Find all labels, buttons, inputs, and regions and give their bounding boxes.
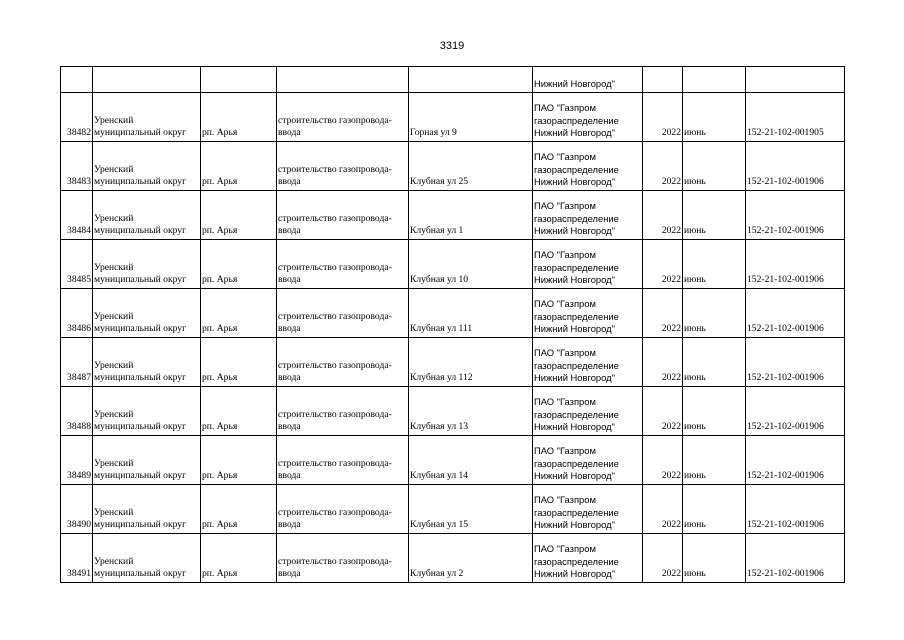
cell-year [643,67,683,93]
cell-year: 2022 [643,142,683,191]
cell-code: 152-21-102-001906 [746,534,845,583]
table-row [61,485,845,534]
cell-num: 38487 [61,338,93,387]
cell-address: Клубная ул 25 [409,142,533,191]
cell-num: 38491 [61,534,93,583]
cell-address: Клубная ул 1 [409,191,533,240]
cell-owner: ПАО "Газпром газораспределение Нижний Новгород" [533,387,643,436]
cell-settlement [201,67,277,93]
cell-settlement: рп. Арья [201,338,277,387]
cell-address: Клубная ул 112 [409,338,533,387]
cell-address: Клубная ул 15 [409,485,533,534]
cell-month: июнь [683,191,746,240]
cell-year: 2022 [643,338,683,387]
cell-code: 152-21-102-001906 [746,485,845,534]
cell-settlement: рп. Арья [201,436,277,485]
cell-year: 2022 [643,289,683,338]
cell-month: июнь [683,485,746,534]
table-row [61,240,845,289]
cell-code: 152-21-102-001905 [746,93,845,142]
cell-code: 152-21-102-001906 [746,240,845,289]
cell-month: июнь [683,142,746,191]
cell-num: 38489 [61,436,93,485]
cell-district: Уренский муниципальный округ [93,387,201,436]
cell-owner: ПАО "Газпром газораспределение Нижний Новгород" [533,534,643,583]
cell-work: строительство газопровода- ввода [277,93,409,142]
cell-num: 38483 [61,142,93,191]
table-row [61,142,845,191]
table-row [61,387,845,436]
cell-month [683,67,746,93]
cell-code: 152-21-102-001906 [746,387,845,436]
cell-address: Клубная ул 10 [409,240,533,289]
cell-code: 152-21-102-001906 [746,289,845,338]
cell-month: июнь [683,436,746,485]
page-number: 3319 [439,40,465,52]
cell-month: июнь [683,387,746,436]
cell-settlement: рп. Арья [201,93,277,142]
cell-month: июнь [683,289,746,338]
cell-address: Клубная ул 2 [409,534,533,583]
cell-settlement: рп. Арья [201,142,277,191]
table-row [61,191,845,240]
cell-address: Клубная ул 14 [409,436,533,485]
cell-year: 2022 [643,191,683,240]
cell-work: строительство газопровода- ввода [277,534,409,583]
table-row [61,338,845,387]
cell-work: строительство газопровода- ввода [277,436,409,485]
cell-year: 2022 [643,485,683,534]
cell-district: Уренский муниципальный округ [93,436,201,485]
cell-year: 2022 [643,436,683,485]
cell-district: Уренский муниципальный округ [93,142,201,191]
cell-district: Уренский муниципальный округ [93,289,201,338]
cell-owner: ПАО "Газпром газораспределение Нижний Новгород" [533,338,643,387]
cell-work: строительство газопровода- ввода [277,387,409,436]
cell-district: Уренский муниципальный округ [93,240,201,289]
cell-settlement: рп. Арья [201,289,277,338]
cell-month: июнь [683,240,746,289]
cell-address: Горная ул 9 [409,93,533,142]
cell-work: строительство газопровода- ввода [277,485,409,534]
cell-work: строительство газопровода- ввода [277,191,409,240]
cell-district [93,67,201,93]
cell-work: строительство газопровода- ввода [277,289,409,338]
cell-year: 2022 [643,387,683,436]
cell-code [746,67,845,93]
cell-district: Уренский муниципальный округ [93,338,201,387]
cell-settlement: рп. Арья [201,240,277,289]
table-row [61,436,845,485]
cell-address: Клубная ул 13 [409,387,533,436]
cell-year: 2022 [643,240,683,289]
cell-month: июнь [683,534,746,583]
table-body [61,67,845,583]
cell-num: 38486 [61,289,93,338]
cell-month: июнь [683,93,746,142]
cell-district: Уренский муниципальный округ [93,191,201,240]
cell-settlement: рп. Арья [201,387,277,436]
cell-num: 38484 [61,191,93,240]
cell-num: 38485 [61,240,93,289]
cell-num [61,67,93,93]
table-row [61,289,845,338]
registry-table [60,66,845,583]
cell-work: строительство газопровода- ввода [277,240,409,289]
cell-district: Уренский муниципальный округ [93,93,201,142]
cell-owner: Нижний Новгород" [533,67,643,93]
cell-num: 38482 [61,93,93,142]
cell-work: строительство газопровода- ввода [277,142,409,191]
table-row [61,534,845,583]
table-row [61,93,845,142]
cell-owner: ПАО "Газпром газораспределение Нижний Новгород" [533,93,643,142]
cell-owner: ПАО "Газпром газораспределение Нижний Новгород" [533,191,643,240]
cell-code: 152-21-102-001906 [746,338,845,387]
cell-year: 2022 [643,534,683,583]
cell-owner: ПАО "Газпром газораспределение Нижний Новгород" [533,142,643,191]
cell-work [277,67,409,93]
cell-district: Уренский муниципальный округ [93,534,201,583]
cell-code: 152-21-102-001906 [746,191,845,240]
cell-address [409,67,533,93]
cell-num: 38488 [61,387,93,436]
cell-num: 38490 [61,485,93,534]
cell-address: Клубная ул 111 [409,289,533,338]
cell-month: июнь [683,338,746,387]
cell-settlement: рп. Арья [201,485,277,534]
cell-work: строительство газопровода- ввода [277,338,409,387]
cell-owner: ПАО "Газпром газораспределение Нижний Новгород" [533,436,643,485]
cell-owner: ПАО "Газпром газораспределение Нижний Новгород" [533,240,643,289]
cell-year: 2022 [643,93,683,142]
cell-code: 152-21-102-001906 [746,436,845,485]
cell-settlement: рп. Арья [201,534,277,583]
cell-owner: ПАО "Газпром газораспределение Нижний Новгород" [533,289,643,338]
cell-district: Уренский муниципальный округ [93,485,201,534]
cell-code: 152-21-102-001906 [746,142,845,191]
cell-settlement: рп. Арья [201,191,277,240]
table-row-continued [61,67,845,93]
cell-owner: ПАО "Газпром газораспределение Нижний Новгород" [533,485,643,534]
